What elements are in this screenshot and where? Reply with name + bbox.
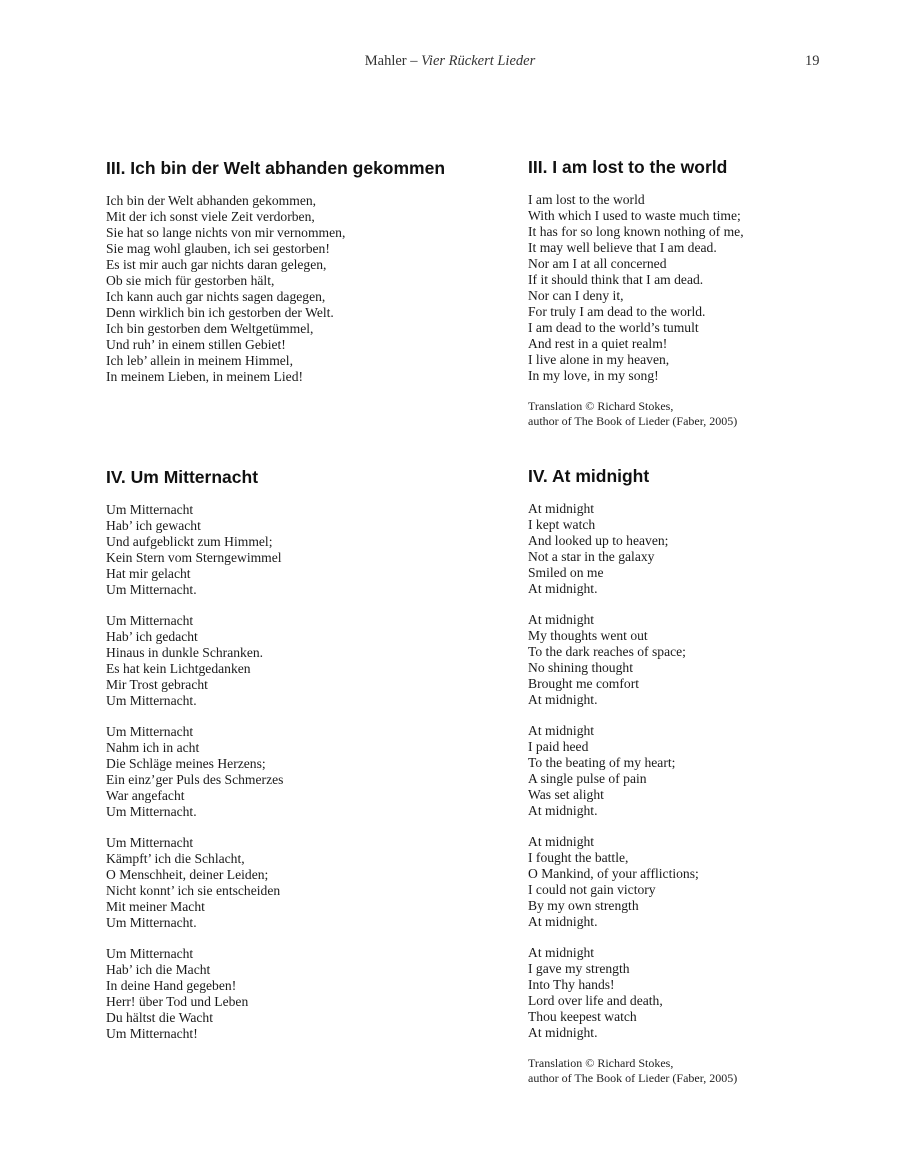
poem-line: And rest in a quiet realm!	[528, 336, 668, 351]
poem-line: Nicht konnt’ ich sie entscheiden	[106, 883, 281, 898]
poem-line: At midnight.	[528, 803, 598, 818]
poem-line: It has for so long known nothing of me,	[528, 224, 744, 239]
poem-line: Hat mir gelacht	[106, 566, 191, 581]
poem-line: Lord over life and death,	[528, 993, 663, 1008]
poem-line: I am dead to the world’s tumult	[528, 320, 699, 335]
poem-line: Into Thy hands!	[528, 977, 615, 992]
credit-line: Translation © Richard Stokes,	[528, 1056, 674, 1070]
poem-line: Not a star in the galaxy	[528, 549, 655, 564]
poem-line: To the dark reaches of space;	[528, 644, 686, 659]
poem-line: Um Mitternacht.	[106, 693, 197, 708]
stanza	[528, 723, 888, 819]
poem-line: If it should think that I am dead.	[528, 272, 704, 287]
poem-line: Mit der ich sonst viele Zeit verdorben,	[106, 209, 315, 224]
song3-german-column	[106, 158, 466, 400]
stanza	[528, 501, 888, 597]
poem-line: Ich kann auch gar nichts sagen dagegen,	[106, 289, 326, 304]
poem-line: In deine Hand gegeben!	[106, 978, 237, 993]
poem-line: Mit meiner Macht	[106, 899, 205, 914]
poem-line: Sie hat so lange nichts von mir vernommen,	[106, 225, 346, 240]
song4-german-text	[106, 502, 466, 1042]
poem-line: To the beating of my heart;	[528, 755, 676, 770]
song3-english-text	[528, 192, 888, 384]
stanza	[106, 613, 466, 709]
poem-line: At midnight.	[528, 914, 598, 929]
stanza	[528, 192, 888, 384]
poem-line: Kämpft’ ich die Schlacht,	[106, 851, 245, 866]
poem-line: Um Mitternacht	[106, 835, 194, 850]
poem-line: Ich bin gestorben dem Weltgetümmel,	[106, 321, 314, 336]
poem-line: Die Schläge meines Herzens;	[106, 756, 266, 771]
poem-line: Brought me comfort	[528, 676, 639, 691]
poem-line: Ob sie mich für gestorben hält,	[106, 273, 275, 288]
poem-line: It may well believe that I am dead.	[528, 240, 717, 255]
stanza	[528, 945, 888, 1041]
stanza	[106, 724, 466, 820]
poem-line: Und aufgeblickt zum Himmel;	[106, 534, 273, 549]
poem-line: Hab’ ich gewacht	[106, 518, 201, 533]
poem-line: At midnight	[528, 834, 595, 849]
poem-line: Du hältst die Wacht	[106, 1010, 214, 1025]
stanza	[528, 612, 888, 708]
poem-line: Es ist mir auch gar nichts daran gelegen,	[106, 257, 327, 272]
poem-line: By my own strength	[528, 898, 639, 913]
song4-english-column	[528, 466, 888, 1086]
poem-line: With which I used to waste much time;	[528, 208, 741, 223]
poem-line: I kept watch	[528, 517, 596, 532]
poem-line: Um Mitternacht	[106, 502, 194, 517]
poem-line: I gave my strength	[528, 961, 630, 976]
poem-line: Hab’ ich die Macht	[106, 962, 211, 977]
poem-line: Es hat kein Lichtgedanken	[106, 661, 251, 676]
poem-line: Um Mitternacht!	[106, 1026, 198, 1041]
song4-english-title: IV. At midnight	[528, 466, 650, 486]
poem-line: No shining thought	[528, 660, 633, 675]
poem-line: In meinem Lieben, in meinem Lied!	[106, 369, 304, 384]
poem-line: Nor can I deny it,	[528, 288, 624, 303]
poem-line: For truly I am dead to the world.	[528, 304, 706, 319]
poem-line: Mir Trost gebracht	[106, 677, 208, 692]
poem-line: At midnight	[528, 723, 595, 738]
poem-line: Um Mitternacht.	[106, 582, 197, 597]
song3-german-text	[106, 193, 466, 385]
song4-english-text	[528, 501, 888, 1041]
song3-translation-credit	[528, 399, 888, 429]
page-number: 19	[805, 53, 820, 69]
poem-line: At midnight.	[528, 692, 598, 707]
composer-name: Mahler	[364, 53, 407, 69]
poem-line: Hab’ ich gedacht	[106, 629, 198, 644]
poem-line: Um Mitternacht.	[106, 804, 197, 819]
poem-line: Hinaus in dunkle Schranken.	[106, 645, 264, 660]
poem-line: Um Mitternacht	[106, 946, 194, 961]
poem-line: A single pulse of pain	[528, 771, 647, 786]
song3-english-column	[528, 157, 888, 429]
running-header	[0, 53, 900, 70]
song3-english-title: III. I am lost to the world	[528, 157, 728, 177]
poem-line: Ein einz’ger Puls des Schmerzes	[106, 772, 284, 787]
poem-line: I fought the battle,	[528, 850, 629, 865]
header-dash: –	[406, 53, 422, 69]
poem-line: I live alone in my heaven,	[528, 352, 670, 367]
poem-line: Was set alight	[528, 787, 604, 802]
song4-german-title: IV. Um Mitternacht	[106, 467, 259, 487]
work-title: Vier Rückert Lieder	[421, 53, 536, 69]
song3-german-title: III. Ich bin der Welt abhanden gekommen	[106, 158, 446, 178]
poem-line: At midnight	[528, 501, 595, 516]
poem-line: At midnight.	[528, 1025, 598, 1040]
poem-line: Herr! über Tod und Leben	[106, 994, 249, 1009]
stanza	[106, 502, 466, 598]
poem-line: Thou keepest watch	[528, 1009, 637, 1024]
poem-line: In my love, in my song!	[528, 368, 659, 383]
stanza	[528, 834, 888, 930]
poem-line: O Menschheit, deiner Leiden;	[106, 867, 269, 882]
poem-line: Ich leb’ allein in meinem Himmel,	[106, 353, 293, 368]
poem-line: My thoughts went out	[528, 628, 648, 643]
credit-line: author of The Book of Lieder (Faber, 2005)	[528, 1071, 738, 1085]
poem-line: At midnight.	[528, 581, 598, 596]
stanza	[106, 835, 466, 931]
poem-line: Um Mitternacht	[106, 613, 194, 628]
song4-german-column	[106, 467, 466, 1057]
poem-line: I am lost to the world	[528, 192, 645, 207]
poem-line: I could not gain victory	[528, 882, 656, 897]
poem-line: Um Mitternacht.	[106, 915, 197, 930]
stanza	[106, 946, 466, 1042]
poem-line: And looked up to heaven;	[528, 533, 669, 548]
credit-line: author of The Book of Lieder (Faber, 2005)	[528, 414, 738, 428]
poem-line: Nahm ich in acht	[106, 740, 200, 755]
poem-line: Smiled on me	[528, 565, 604, 580]
poem-line: Ich bin der Welt abhanden gekommen,	[106, 193, 317, 208]
poem-line: O Mankind, of your afflictions;	[528, 866, 699, 881]
poem-line: Kein Stern vom Sterngewimmel	[106, 550, 282, 565]
poem-line: Und ruh’ in einem stillen Gebiet!	[106, 337, 286, 352]
poem-line: I paid heed	[528, 739, 589, 754]
stanza	[106, 193, 466, 385]
poem-line: Denn wirklich bin ich gestorben der Welt.	[106, 305, 334, 320]
song4-translation-credit	[528, 1056, 888, 1086]
poem-line: Um Mitternacht	[106, 724, 194, 739]
poem-line: At midnight	[528, 945, 595, 960]
poem-line: Sie mag wohl glauben, ich sei gestorben!	[106, 241, 330, 256]
poem-line: Nor am I at all concerned	[528, 256, 667, 271]
poem-line: War angefacht	[106, 788, 185, 803]
poem-line: At midnight	[528, 612, 595, 627]
credit-line: Translation © Richard Stokes,	[528, 399, 674, 413]
